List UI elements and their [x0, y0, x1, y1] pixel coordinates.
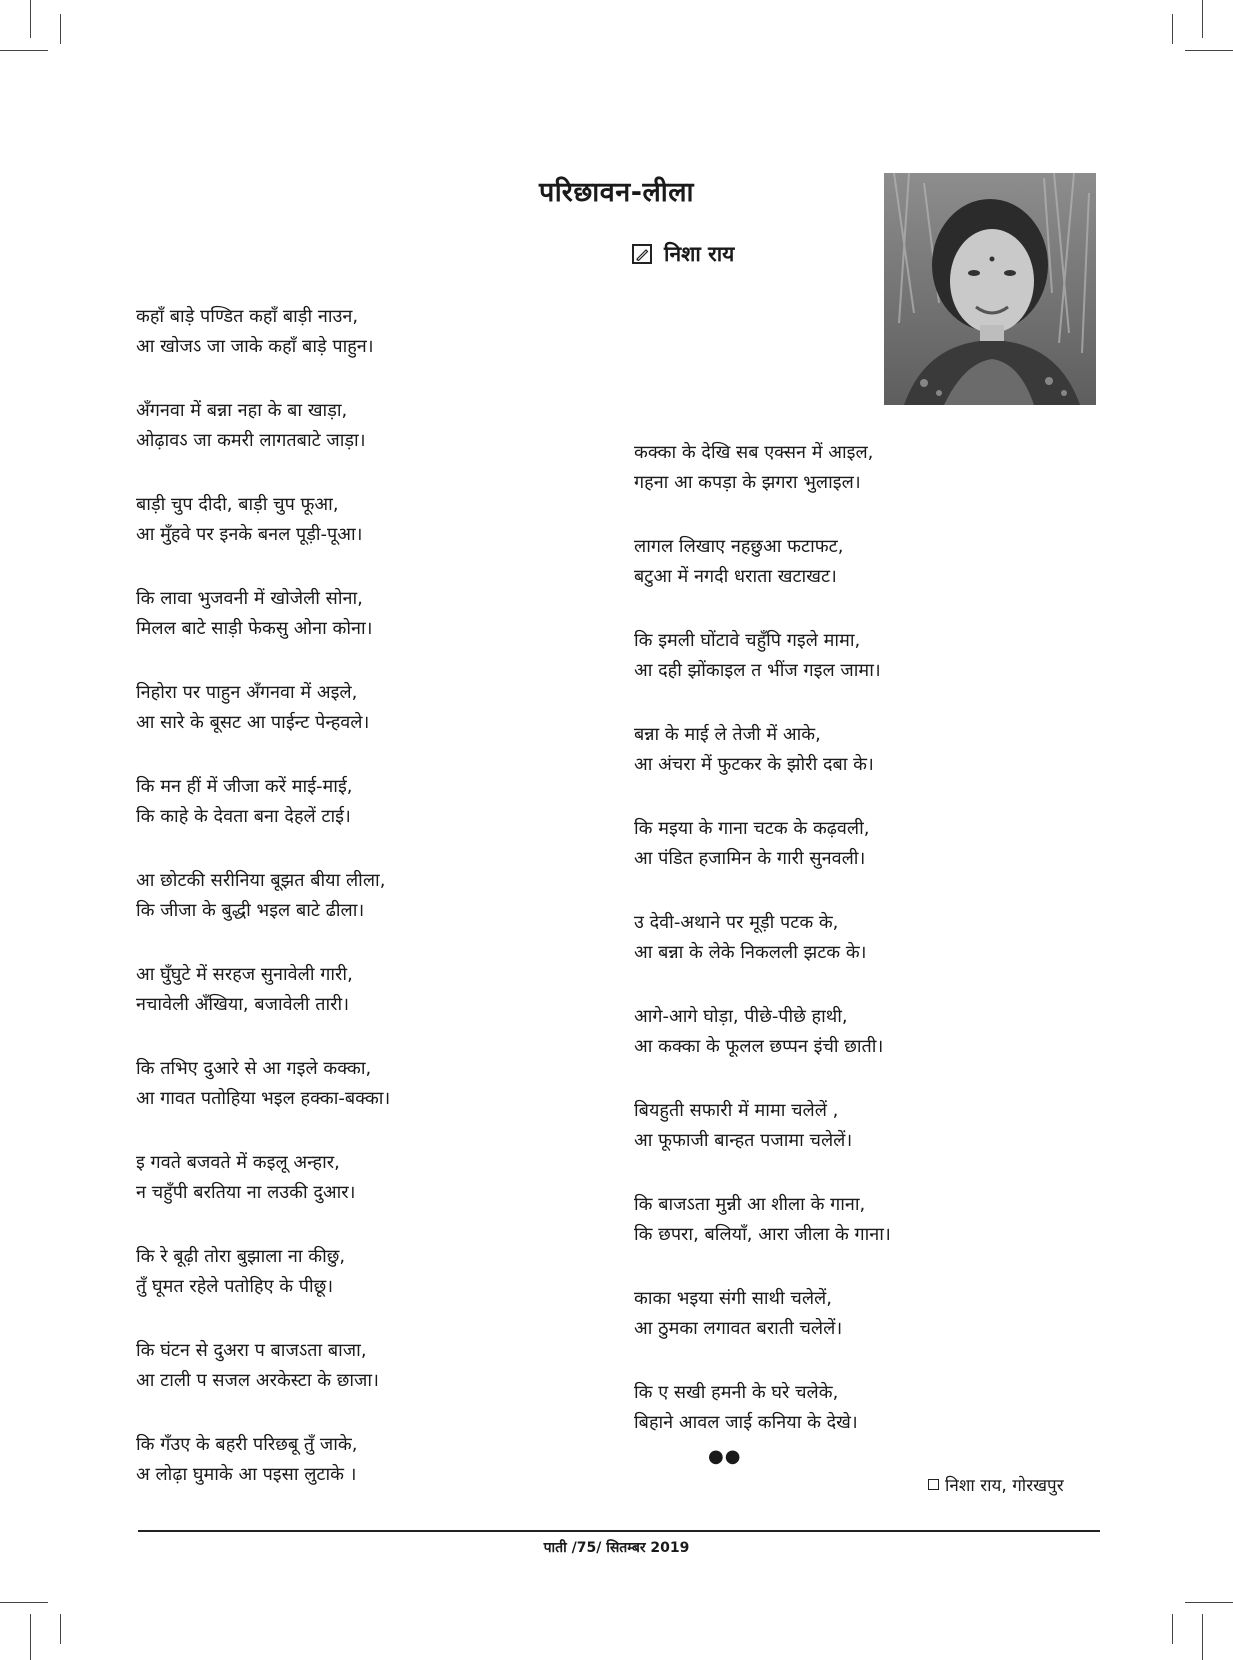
verse-line: कि काहे के देवता बना देहलें टाई।	[136, 806, 351, 827]
verse-line: बाड़ी चुप दीदी, बाड़ी चुप फूआ,	[136, 494, 339, 515]
verse-line: कि मन हीं में जीजा करें माई-माई,	[136, 776, 353, 797]
stanza	[136, 678, 390, 738]
crop-mark	[1172, 14, 1173, 44]
stanza	[136, 1430, 390, 1490]
verse-line: गहना आ कपड़ा के झगरा भुलाइल।	[634, 472, 861, 493]
stanza	[136, 490, 390, 550]
stanza	[136, 866, 390, 926]
verse-line: कि बाजऽता मुन्नी आ शीला के गाना,	[634, 1194, 866, 1215]
stanza	[136, 1242, 390, 1302]
stanza	[136, 302, 390, 362]
stanza	[634, 720, 891, 780]
crop-mark	[0, 1602, 48, 1603]
verse-line: अँगनवा में बन्ना नहा के बा खाड़ा,	[136, 400, 348, 421]
end-ornament: ●●	[708, 1446, 742, 1467]
byline	[632, 240, 734, 268]
verse-line: आ सारे के बूसट आ पाईन्ट पेन्हवले।	[136, 712, 370, 733]
stanza	[136, 1054, 390, 1114]
verse-line: आ गावत पतोहिया भइल हक्का-बक्का।	[136, 1088, 391, 1109]
verse-line: कि जीजा के बुद्धी भइल बाटे ढीला।	[136, 900, 365, 921]
verse-line: कि रे बूढ़ी तोरा बुझाला ना कीछु,	[136, 1246, 346, 1267]
verse-line: कहाँ बाड़े पण्डित कहाँ बाड़ी नाउन,	[136, 306, 359, 327]
crop-mark	[1202, 1614, 1203, 1660]
verse-line: कि तभिए दुआरे से आ गइले कक्का,	[136, 1058, 372, 1079]
crop-mark	[0, 50, 48, 51]
stanza	[634, 1284, 891, 1344]
crop-mark	[60, 1614, 61, 1644]
crop-mark	[1172, 1614, 1173, 1644]
verse-line: कि ए सखी हमनी के घरे चलेके,	[634, 1382, 839, 1403]
verse-line: इ गवते बजवते में कइलू अन्हार,	[136, 1152, 340, 1173]
verse-line: कि घंटन से दुअरा प बाजऽता बाजा,	[136, 1340, 367, 1361]
verse-line: बटुआ में नगदी धराता खटाखट।	[634, 566, 837, 587]
stanza	[136, 1336, 390, 1396]
verse-line: बन्ना के माई ले तेजी में आके,	[634, 724, 821, 745]
crop-mark	[1202, 0, 1203, 38]
verse-line: न चहुँपी बरतिया ना लउकी दुआर।	[136, 1182, 356, 1203]
crop-mark	[60, 14, 61, 44]
pen-icon	[632, 244, 652, 264]
signature: निशा राय, गोरखपुर	[945, 1476, 1064, 1496]
verse-line: कि लावा भुजवनी में खोजेली सोना,	[136, 588, 363, 609]
footer-rule	[138, 1530, 1100, 1532]
stanza	[634, 438, 891, 498]
right-column	[634, 438, 891, 1472]
verse-line: आ अंचरा में फुटकर के झोरी दबा के।	[634, 754, 874, 775]
verse-line: तुँ घूमत रहेले पतोहिए के पीछू।	[136, 1276, 334, 1297]
verse-line: लागल लिखाए नहछुआ फटाफट,	[634, 536, 844, 557]
stanza	[634, 626, 891, 686]
verse-line: आ टाली प सजल अरकेस्टा के छाजा।	[136, 1370, 379, 1391]
stanza	[634, 1190, 891, 1250]
verse-line: आ कक्का के फूलल छप्पन इंची छाती।	[634, 1036, 884, 1057]
verse-line: नचावेली अँखिया, बजावेली तारी।	[136, 994, 350, 1015]
stanza	[136, 584, 390, 644]
author-name: निशा राय	[664, 242, 735, 266]
verse-line: बिहाने आवल जाई कनिया के देखे।	[634, 1412, 858, 1433]
verse-line: कि मइया के गाना चटक के कढ़वली,	[634, 818, 870, 839]
verse-line: निहोरा पर पाहुन अँगनवा में अइले,	[136, 682, 358, 703]
stanza	[634, 1002, 891, 1062]
crop-mark	[30, 1614, 31, 1660]
signature-line	[928, 1473, 1064, 1496]
verse-line: आ पंडित हजामिन के गारी सुनवली।	[634, 848, 866, 869]
stanza	[136, 772, 390, 832]
stanza	[136, 1148, 390, 1208]
verse-line: कक्का के देखि सब एक्सन में आइल,	[634, 442, 874, 463]
verse-line: आ खोजऽ जा जाके कहाँ बाड़े पाहुन।	[136, 336, 374, 357]
stanza	[634, 532, 891, 592]
verse-line: कि छपरा, बलियाँ, आरा जीला के गाना।	[634, 1224, 891, 1245]
verse-line: काका भइया संगी साथी चलेलें,	[634, 1288, 832, 1309]
stanza	[634, 1096, 891, 1156]
verse-line: आ फूफाजी बान्हत पजामा चलेलें।	[634, 1130, 853, 1151]
verse-line: मिलल बाटे साड़ी फेकसु ओना कोना।	[136, 618, 373, 639]
stanza	[136, 960, 390, 1020]
verse-line: आ दही झोंकाइल त भींज गइल जामा।	[634, 660, 881, 681]
crop-mark	[1185, 50, 1233, 51]
verse-line: अ लोढ़ा घुमाके आ पइसा लुटाके ।	[136, 1464, 357, 1485]
verse-line: आ मुँहवे पर इनके बनल पूड़ी-पूआ।	[136, 524, 363, 545]
verse-line: आगे-आगे घोड़ा, पीछे-पीछे हाथी,	[634, 1006, 848, 1027]
verse-line: आ छोटकी सरीनिया बूझत बीया लीला,	[136, 870, 386, 891]
verse-line: ओढ़ावऽ जा कमरी लागतबाटे जाड़ा।	[136, 430, 366, 451]
stanza	[634, 814, 891, 874]
verse-line: उ देवी-अथाने पर मूड़ी पटक के,	[634, 912, 839, 933]
page-footer: पाती /75/ सितम्बर 2019	[543, 1540, 690, 1556]
square-bullet-icon	[928, 1479, 939, 1490]
stanza	[136, 396, 390, 456]
verse-line: बियहुती सफारी में मामा चलेलें ,	[634, 1100, 839, 1121]
author-photo	[884, 173, 1096, 405]
verse-line: कि गँउए के बहरी परिछबू तुँ जाके,	[136, 1434, 358, 1455]
crop-mark	[30, 0, 31, 38]
verse-line: आ ठुमका लगावत बराती चलेलें।	[634, 1318, 843, 1339]
verse-line: आ बन्ना के लेके निकलली झटक के।	[634, 942, 867, 963]
stanza	[634, 1378, 891, 1438]
poem-title: परिछावन-लीला	[538, 177, 695, 208]
stanza	[634, 908, 891, 968]
crop-mark	[1185, 1602, 1233, 1603]
verse-line: कि इमली घोंटावे चहुँपि गइले मामा,	[634, 630, 861, 651]
left-column	[136, 302, 390, 1524]
verse-line: आ घुँघुटे में सरहज सुनावेली गारी,	[136, 964, 353, 985]
